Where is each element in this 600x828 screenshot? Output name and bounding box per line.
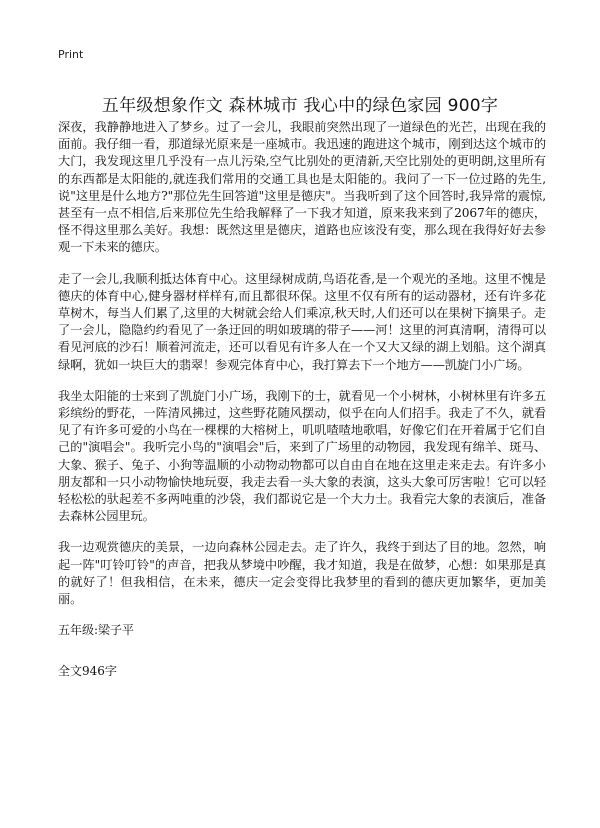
print-link[interactable]: Print: [58, 48, 84, 61]
word-count: 全文946字: [58, 664, 117, 679]
article-body: [58, 119, 546, 704]
author-line: 五年级:梁子平: [58, 623, 135, 638]
paragraph: 我坐太阳能的士来到了凯旋门小广场，我刚下的士，就看见一个小树林，小树林里有许多五彩缤纷的野花，一阵清风拂过，这些野花随风摆动，似乎在向人们招手。我走了不久，就看见了有许多可爱的小鸟在一棵棵的大榕树上，叽叽喳喳地歌唱，好像它们在开着属于它们自己的"演唱会"。我听完小鸟的"演唱会"后，来到了广场里的动物园，我发现有绵羊、斑马、大象、猴子、兔子、小狗等温顺的小动物动物都可以自由自在地在这里走来走去。有许多小朋友都和一只小动物愉快地玩耍，我走去看一头大象的表演，这头大象可厉害啦！它可以轻轻松松的驮起差不多两吨重的沙袋，我们都说它是一个大力士。我看完大象的表演后，准备去森林公园里玩。: [58, 388, 546, 524]
paragraph: 深夜，我静静地进入了梦乡。过了一会儿，我眼前突然出现了一道绿色的光芒，出现在我的面前。我仔细一看，那道绿光原来是一座城市。我迅速的跑进这个城市，刚到达这个城市的大门，我发现这里几乎没有一点儿污染,空气比别处的更清新,天空比别处的更明朗,这里所有的东西都是太阳能的,就连我们常用的交通工具也是太阳能的。我问了一下一位过路的先生,说"这里是什么地方?"那位先生回答道"这里是德庆"。当我听到了这个回答时,我异常的震惊,甚至有一点不相信,后来那位先生给我解释了一下我才知道，原来我来到了2067年的德庆，怪不得这里那么美好。我想：既然这里是德庆，道路也应该没有变，那么现在我得好好去参观一下未来的德庆。: [58, 120, 546, 255]
paragraph: 走了一会儿,我顺利抵达体育中心。这里绿树成荫,鸟语花香,是一个观光的圣地。这里不愧是德庆的体育中心,健身器材样样有,而且都很环保。这里不仅有所有的运动器材，还有许多花草树木，每当人们累了,这里的大树就会给人们乘凉,秋天时,人们还可以在果树下摘果子。走了一会儿，隐隐约约看见了一条迂回的明如玻璃的带子——河！这里的河真清啊，清得可以看见河底的沙石！顺着河流走，还可以看见有许多人在一个又大又绿的湖上划船。这个湖真绿啊，犹如一块巨大的翡翠！参观完体育中心，我打算去下一个地方——凯旋门小广场。: [58, 271, 546, 372]
page-title: 五年级想象作文 森林城市 我心中的绿色家园 900字: [101, 96, 499, 117]
paragraph: 我一边观赏德庆的美景，一边向森林公园走去。走了许久，我终于到达了目的地。忽然，响起一阵"叮铃叮铃"的声音，把我从梦境中吵醒，我才知道，我是在做梦，心想：如果那是真的就好了！但我相信，在未来，德庆一定会变得比我梦里的看到的德庆更加繁华，更加美丽。: [58, 540, 546, 607]
